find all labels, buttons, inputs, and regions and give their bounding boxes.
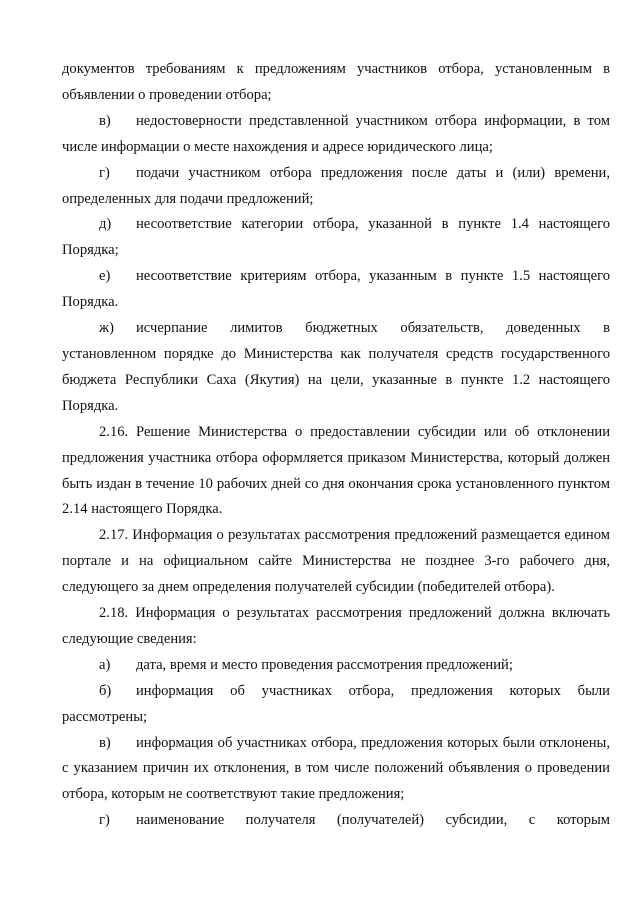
document-body (62, 57, 610, 834)
list-item-g (62, 161, 610, 213)
list-marker: б) (99, 682, 112, 699)
list-marker: в) (99, 112, 111, 129)
list-item-text: недостоверности представленной участником отбора информации, в том числе информации о месте нахождения и адресе юридического лица; (62, 112, 610, 155)
list-item-a (62, 653, 610, 679)
list-item-text: наименование получателя (получателей) субсидии, с которым (136, 812, 610, 829)
list-item-text: информация об участниках отбора, предложения которых были отклонены, с указанием причин их отклонения, в том числе положений объявления о проведении отбора, которым не соответствуют такие предложения; (62, 734, 610, 803)
list-item-text: исчерпание лимитов бюджетных обязательств, доведенных в установленном порядке до Министерства как получателя средств государственного бюджета Республики Саха (Якутия) на цели, указанные в пункте 1.2 настоящего Порядка. (62, 320, 610, 414)
list-marker: д) (99, 216, 112, 233)
list-marker: в) (99, 734, 111, 751)
list-item-d (62, 212, 610, 264)
list-item-b (62, 679, 610, 731)
list-item-text: несоответствие критериям отбора, указанным в пункте 1.5 настоящего Порядка. (62, 268, 610, 311)
list-item-text: подачи участником отбора предложения после даты и (или) времени, определенных для подачи предложений; (62, 164, 610, 207)
list-item-v2 (62, 731, 610, 809)
paragraph-continuation: документов требованиям к предложениям участников отбора, установленным в объявлении о проведении отбора; (62, 61, 610, 103)
paragraph-2-17: 2.17. Информация о результатах рассмотрения предложений размещается едином портале и на официальном сайте Министерства не позднее 3-го рабочего дня, следующего за днем определения получателей субсидии (победителей отбора). (62, 527, 610, 596)
paragraph-2-18: 2.18. Информация о результатах рассмотрения предложений должна включать следующие сведения: (62, 605, 610, 647)
list-marker: г) (99, 164, 110, 181)
paragraph-2-16: 2.16. Решение Министерства о предоставлении субсидии или об отклонении предложения участника отбора оформляется приказом Министерства, который должен быть издан в течение 10 рабочих дней со дня окончания срока установленного пунктом 2.14 настоящего Порядка. (62, 423, 610, 518)
list-marker: е) (99, 268, 111, 285)
list-item-text: информация об участниках отбора, предложения которых были рассмотрены; (62, 682, 610, 725)
list-item-text: несоответствие категории отбора, указанной в пункте 1.4 настоящего Порядка; (62, 216, 610, 259)
list-item-text: дата, время и место проведения рассмотрения предложений; (136, 656, 513, 673)
list-marker: а) (99, 656, 111, 673)
list-marker: ж) (99, 320, 114, 337)
list-item-v (62, 109, 610, 161)
list-item-zh (62, 316, 610, 420)
list-item-g2 (62, 808, 610, 834)
list-item-e (62, 264, 610, 316)
list-marker: г) (99, 812, 110, 829)
